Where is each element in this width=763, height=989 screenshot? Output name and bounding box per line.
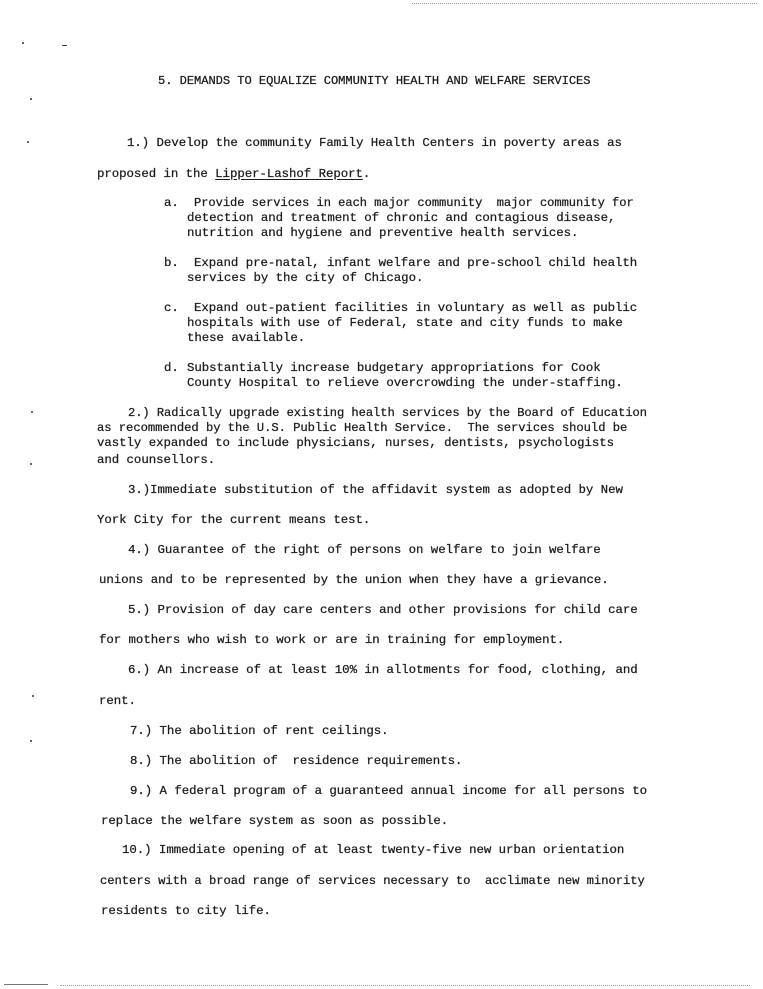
sub-c-line-3: these available. xyxy=(187,331,306,345)
sub-d-line-2: County Hospital to relieve overcrowding the under-staffing. xyxy=(187,376,623,390)
item-4-line-1: 4.) Guarantee of the right of persons on welfare to join welfare xyxy=(128,543,601,557)
scan-edge-top xyxy=(412,3,757,4)
item-1-prefix: proposed in the xyxy=(97,167,216,181)
item-3-line-2: York City for the current means test. xyxy=(97,513,371,527)
item-5-line-1: 5.) Provision of day care centers and other provisions for child care xyxy=(128,603,638,617)
sub-a-line-3: nutrition and hygiene and preventive health services. xyxy=(187,226,579,240)
item-2-line-1: 2.) Radically upgrade existing health services by the Board of Education xyxy=(128,406,647,420)
sub-c-line-2: hospitals with use of Federal, state and city funds to make xyxy=(187,316,623,330)
scan-speck xyxy=(30,740,32,742)
item-3-line-1: 3.)Immediate substitution of the affidavit system as adopted by New xyxy=(128,483,623,497)
item-1-line-2 xyxy=(97,167,370,181)
item-6-line-1: 6.) An increase of at least 10% in allotments for food, clothing, and xyxy=(128,663,638,677)
scan-speck xyxy=(31,411,33,413)
scan-speck xyxy=(27,141,29,143)
item-6-line-2: rent. xyxy=(99,694,136,708)
sub-d-marker: d. xyxy=(164,361,179,375)
item-10-line-3: residents to city life. xyxy=(101,904,271,918)
sub-c-line-1: Expand out-patient facilities in voluntary as well as public xyxy=(194,301,638,315)
scan-speck xyxy=(22,42,24,44)
item-5-line-2: for mothers who wish to work or are in training for employment. xyxy=(99,633,565,647)
sub-b-line-2: services by the city of Chicago. xyxy=(187,271,424,285)
item-9-line-1: 9.) A federal program of a guaranteed annual income for all persons to xyxy=(130,784,647,798)
item-7: 7.) The abolition of rent ceilings. xyxy=(130,724,389,738)
sub-a-line-1: Provide services in each major community major community for xyxy=(194,196,634,210)
item-1-suffix: . xyxy=(362,167,371,181)
sub-c-marker: c. xyxy=(164,301,179,315)
sub-b-line-1: Expand pre-natal, infant welfare and pre-school child health xyxy=(194,256,638,270)
sub-a-line-2: detection and treatment of chronic and contagious disease, xyxy=(187,211,616,225)
item-4-line-2: unions and to be represented by the union when they have a grievance. xyxy=(99,573,609,587)
scan-speck xyxy=(62,45,67,46)
scan-speck xyxy=(30,463,32,465)
item-10-line-2: centers with a broad range of services necessary to acclimate new minority xyxy=(100,874,645,888)
item-2-line-3: vastly expanded to include physicians, nurses, dentists, psychologists xyxy=(97,436,614,450)
scan-edge-bottom xyxy=(60,985,750,986)
item-1-line-1: 1.) Develop the community Family Health Centers in poverty areas as xyxy=(127,136,622,150)
scan-speck xyxy=(30,98,32,100)
scan-speck xyxy=(32,695,34,697)
item-2-line-4: and counsellors. xyxy=(97,453,216,467)
section-heading: 5. DEMANDS TO EQUALIZE COMMUNITY HEALTH AND WELFARE SERVICES xyxy=(158,74,591,88)
scan-edge-bottom-left xyxy=(4,984,48,985)
sub-d-line-1: Substantially increase budgetary appropriations for Cook xyxy=(187,361,601,375)
item-8: 8.) The abolition of residence requirements. xyxy=(130,754,463,768)
report-title: Lipper-Lashof Report xyxy=(215,167,363,181)
sub-b-marker: b. xyxy=(164,256,179,270)
sub-a-marker: a. xyxy=(164,196,179,210)
item-10-line-1: 10.) Immediate opening of at least twenty-five new urban orientation xyxy=(122,843,625,857)
item-2-line-2: as recommended by the U.S. Public Health Service. The services should be xyxy=(97,421,628,435)
item-9-line-2: replace the welfare system as soon as possible. xyxy=(101,814,449,828)
